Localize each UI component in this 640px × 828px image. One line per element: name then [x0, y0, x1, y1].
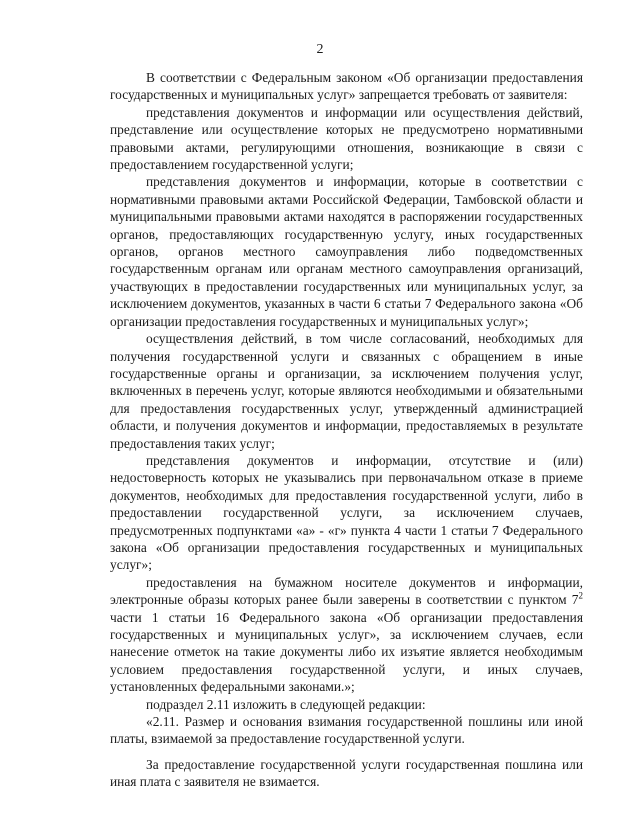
paragraph-fee-statement: За предоставление государственной услуги государственная пошлина или иная плата с заявителя не взимается.: [110, 756, 583, 790]
paragraph-item-5-part-2: части 1 статьи 16 Федерального закона «Об организации предоставления государственных и муниципальных услуг», за исключением случаев, если нанесение отметок на такие документы либо их изъятие является необходимым условием предоставления государственной услуги, и иных случаев, установленных федеральными законами.»;: [110, 609, 583, 695]
paragraph-item-5-part-1: предоставления на бумажном носителе документов и информации, электронные образы которых ранее были заверены в соответствии с пунктом 7: [110, 574, 583, 608]
paragraph-item-1: представления документов и информации или осуществления действий, представление или осуществление которых не предусмотрено нормативными правовыми актами, регулирующими отношения, возникающие в связи с предоставлением государственной услуги;: [110, 104, 583, 173]
paragraph-item-2: представления документов и информации, которые в соответствии с нормативными правовыми актами Российской Федерации, Тамбовской области и муниципальными правовыми актами находятся в распоряжении государственных органов, предоставляющих государственную услугу, иных государственных органов, органов местного самоуправления либо подведомственных государственным органам или органам местного самоуправления организаций, участвующих в предоставлении государственных или муниципальных услуг, за исключением документов, указанных в части 6 статьи 7 Федерального закона «Об организации предоставления государственных и муниципальных услуг»;: [110, 174, 583, 329]
paragraph-intro: В соответствии с Федеральным законом «Об организации предоставления государственных и муниципальных услуг» запрещается требовать от заявителя:: [110, 70, 583, 103]
page-number: 2: [316, 42, 324, 57]
paragraph-subsection-title: «2.11. Размер и основания взимания государственной пошлины или иной платы, взимаемой за предоставление государственной услуги.: [110, 714, 583, 747]
paragraph-item-4: представления документов и информации, отсутствие и (или) недостоверность которых не указывались при первоначальном отказе в приеме документов, необходимых для предоставления государственной услуги, либо в предоставлении государственной услуги, за исключением случаев, предусмотренных подпунктами «а» - «г» пункта 4 части 1 статьи 7 Федерального закона «Об организации предоставления государственных и муниципальных услуг»;: [110, 452, 583, 573]
superscript: 2: [578, 590, 583, 601]
paragraph-subsection-instruction: подраздел 2.11 изложить в следующей редакции:: [146, 696, 426, 712]
document-body: [110, 69, 583, 791]
paragraph-item-3: осуществления действий, в том числе согласований, необходимых для получения государственной услуги и связанных с обращением в иные государственные органы и организации, за исключением получения услуг, включенных в перечень услуг, которые являются необходимыми и обязательными для предоставления государственных услуг, утвержденный администрацией области, и получения документов и информации, предоставляемых в результате предоставления таких услуг;: [110, 331, 583, 451]
paragraph-item-5: [110, 574, 583, 696]
